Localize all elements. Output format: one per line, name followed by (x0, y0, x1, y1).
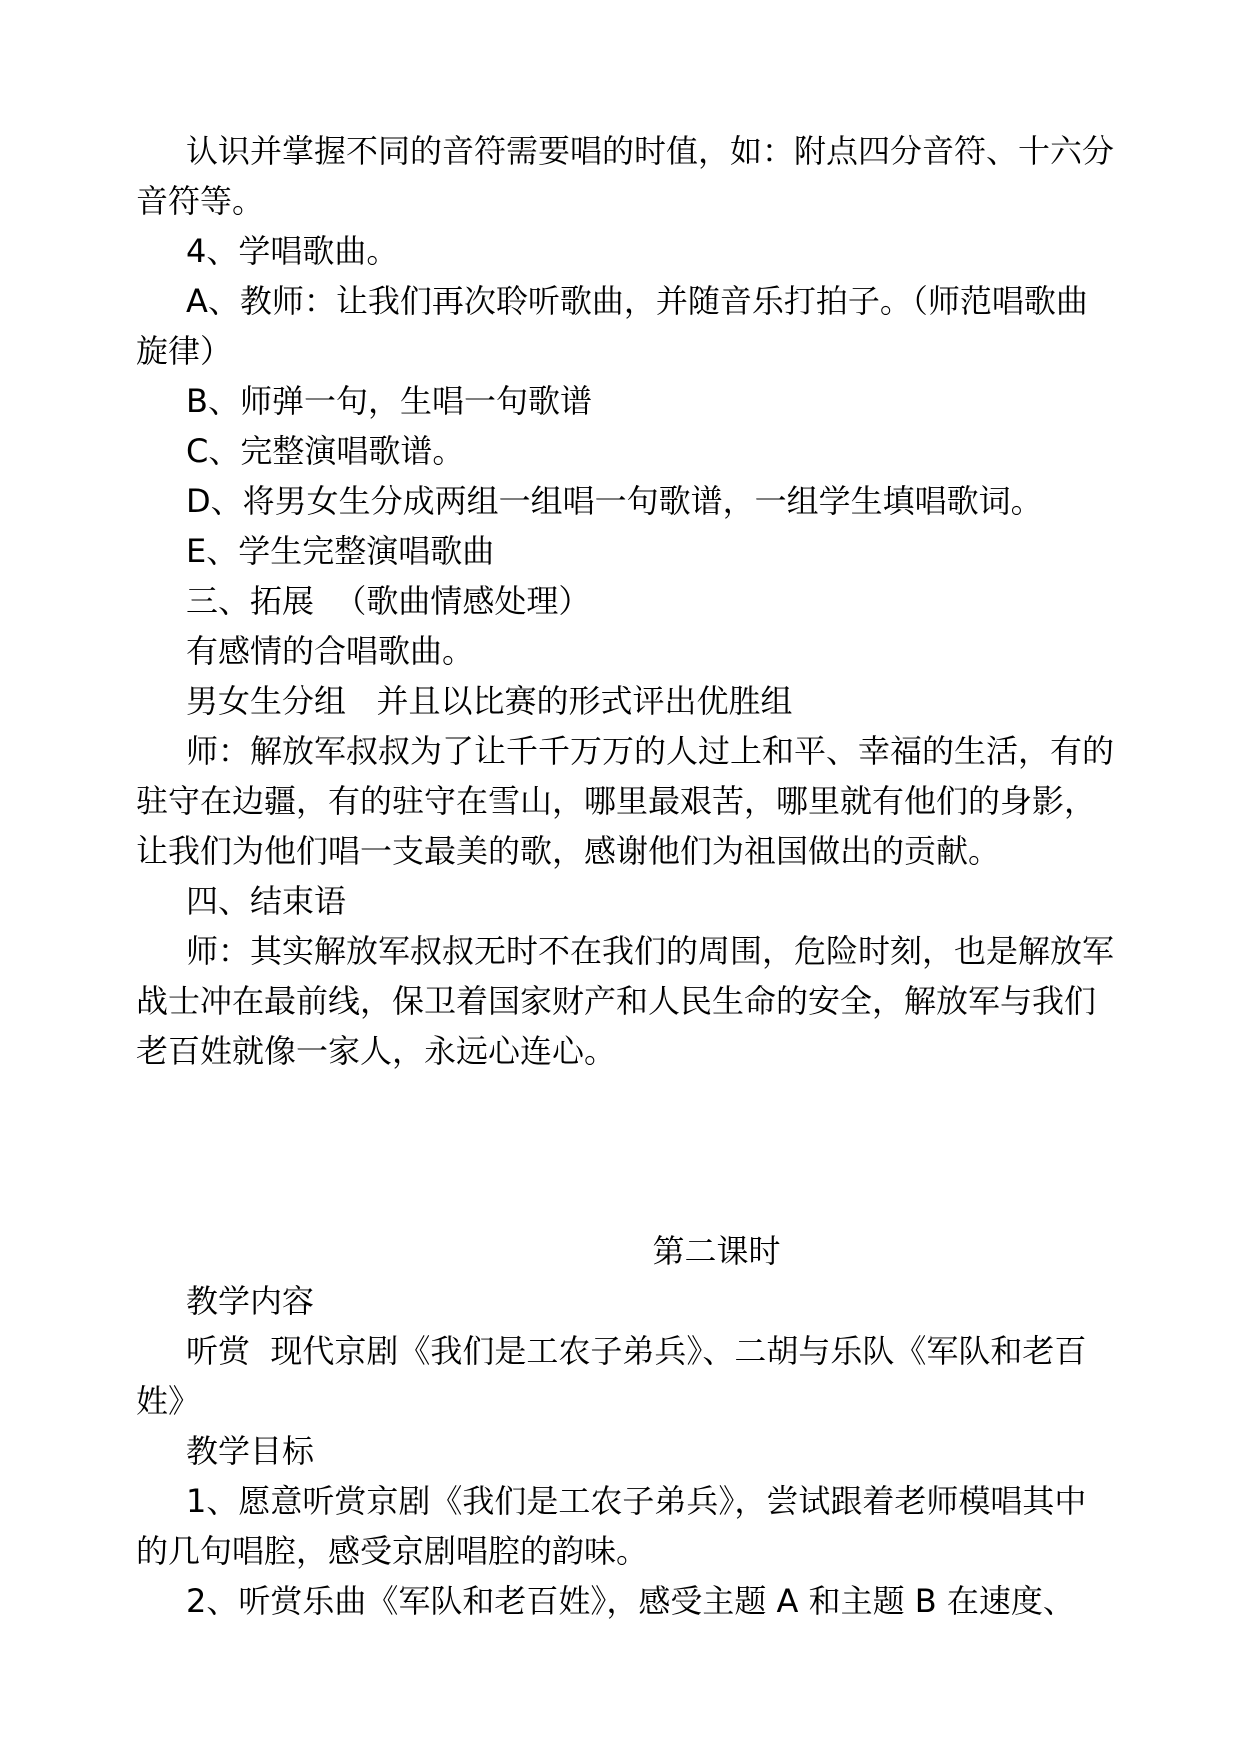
paragraph-step-d: D、将男女生分成两组一组唱一句歌谱，一组学生填唱歌词。 (186, 482, 1043, 520)
lesson-two-body (136, 1276, 1116, 1626)
heading-extension: 三、拓展 （歌曲情感处理） (186, 582, 591, 620)
paragraph-teacher-pla: 师：解放军叔叔为了让千千万万的人过上和平、幸福的生活，有的驻守在边疆，有的驻守在雪山，哪里最艰苦，哪里就有他们的身影，让我们为他们唱一支最美的歌，感谢他们为祖国做出的贡献。 (136, 732, 1115, 870)
paragraph-teacher-closing: 师：其实解放军叔叔无时不在我们的周围，危险时刻，也是解放军战士冲在最前线，保卫着国家财产和人民生命的安全，解放军与我们老百姓就像一家人，永远心连心。 (136, 932, 1115, 1070)
heading-teaching-goals: 教学目标 (186, 1432, 315, 1470)
paragraph-step-c: C、完整演唱歌谱。 (186, 432, 465, 470)
paragraph-step-4: 4、学唱歌曲。 (186, 232, 399, 270)
paragraph-note-values: 认识并掌握不同的音符需要唱的时值，如：附点四分音符、十六分音符等。 (136, 132, 1115, 220)
lesson-one-continuation (136, 126, 1116, 1076)
paragraph-step-b: B、师弹一句，生唱一句歌谱 (186, 382, 592, 420)
lesson-two-title-text: 第二课时 (652, 1232, 781, 1270)
paragraph-goal-2: 2、听赏乐曲《军队和老百姓》，感受主题 A 和主题 B 在速度、 (186, 1582, 1075, 1620)
paragraph-goal-1: 1、愿意听赏京剧《我们是工农子弟兵》，尝试跟着老师模唱其中的几句唱腔，感受京剧唱腔的韵味。 (136, 1482, 1087, 1570)
paragraph-step-a: A、教师：让我们再次聆听歌曲，并随音乐打拍子。（师范唱歌曲旋律） (136, 282, 1088, 370)
paragraph-step-e: E、学生完整演唱歌曲 (186, 532, 495, 570)
paragraph-listening-pieces: 听赏 现代京剧《我们是工农子弟兵》、二胡与乐队《军队和老百姓》 (136, 1332, 1087, 1420)
lesson-two-title (0, 1226, 1241, 1276)
paragraph-grouping: 男女生分组 并且以比赛的形式评出优胜组 (186, 682, 793, 720)
heading-teaching-content: 教学内容 (186, 1282, 315, 1320)
heading-closing: 四、结束语 (186, 882, 347, 920)
paragraph-chorus: 有感情的合唱歌曲。 (186, 632, 475, 670)
